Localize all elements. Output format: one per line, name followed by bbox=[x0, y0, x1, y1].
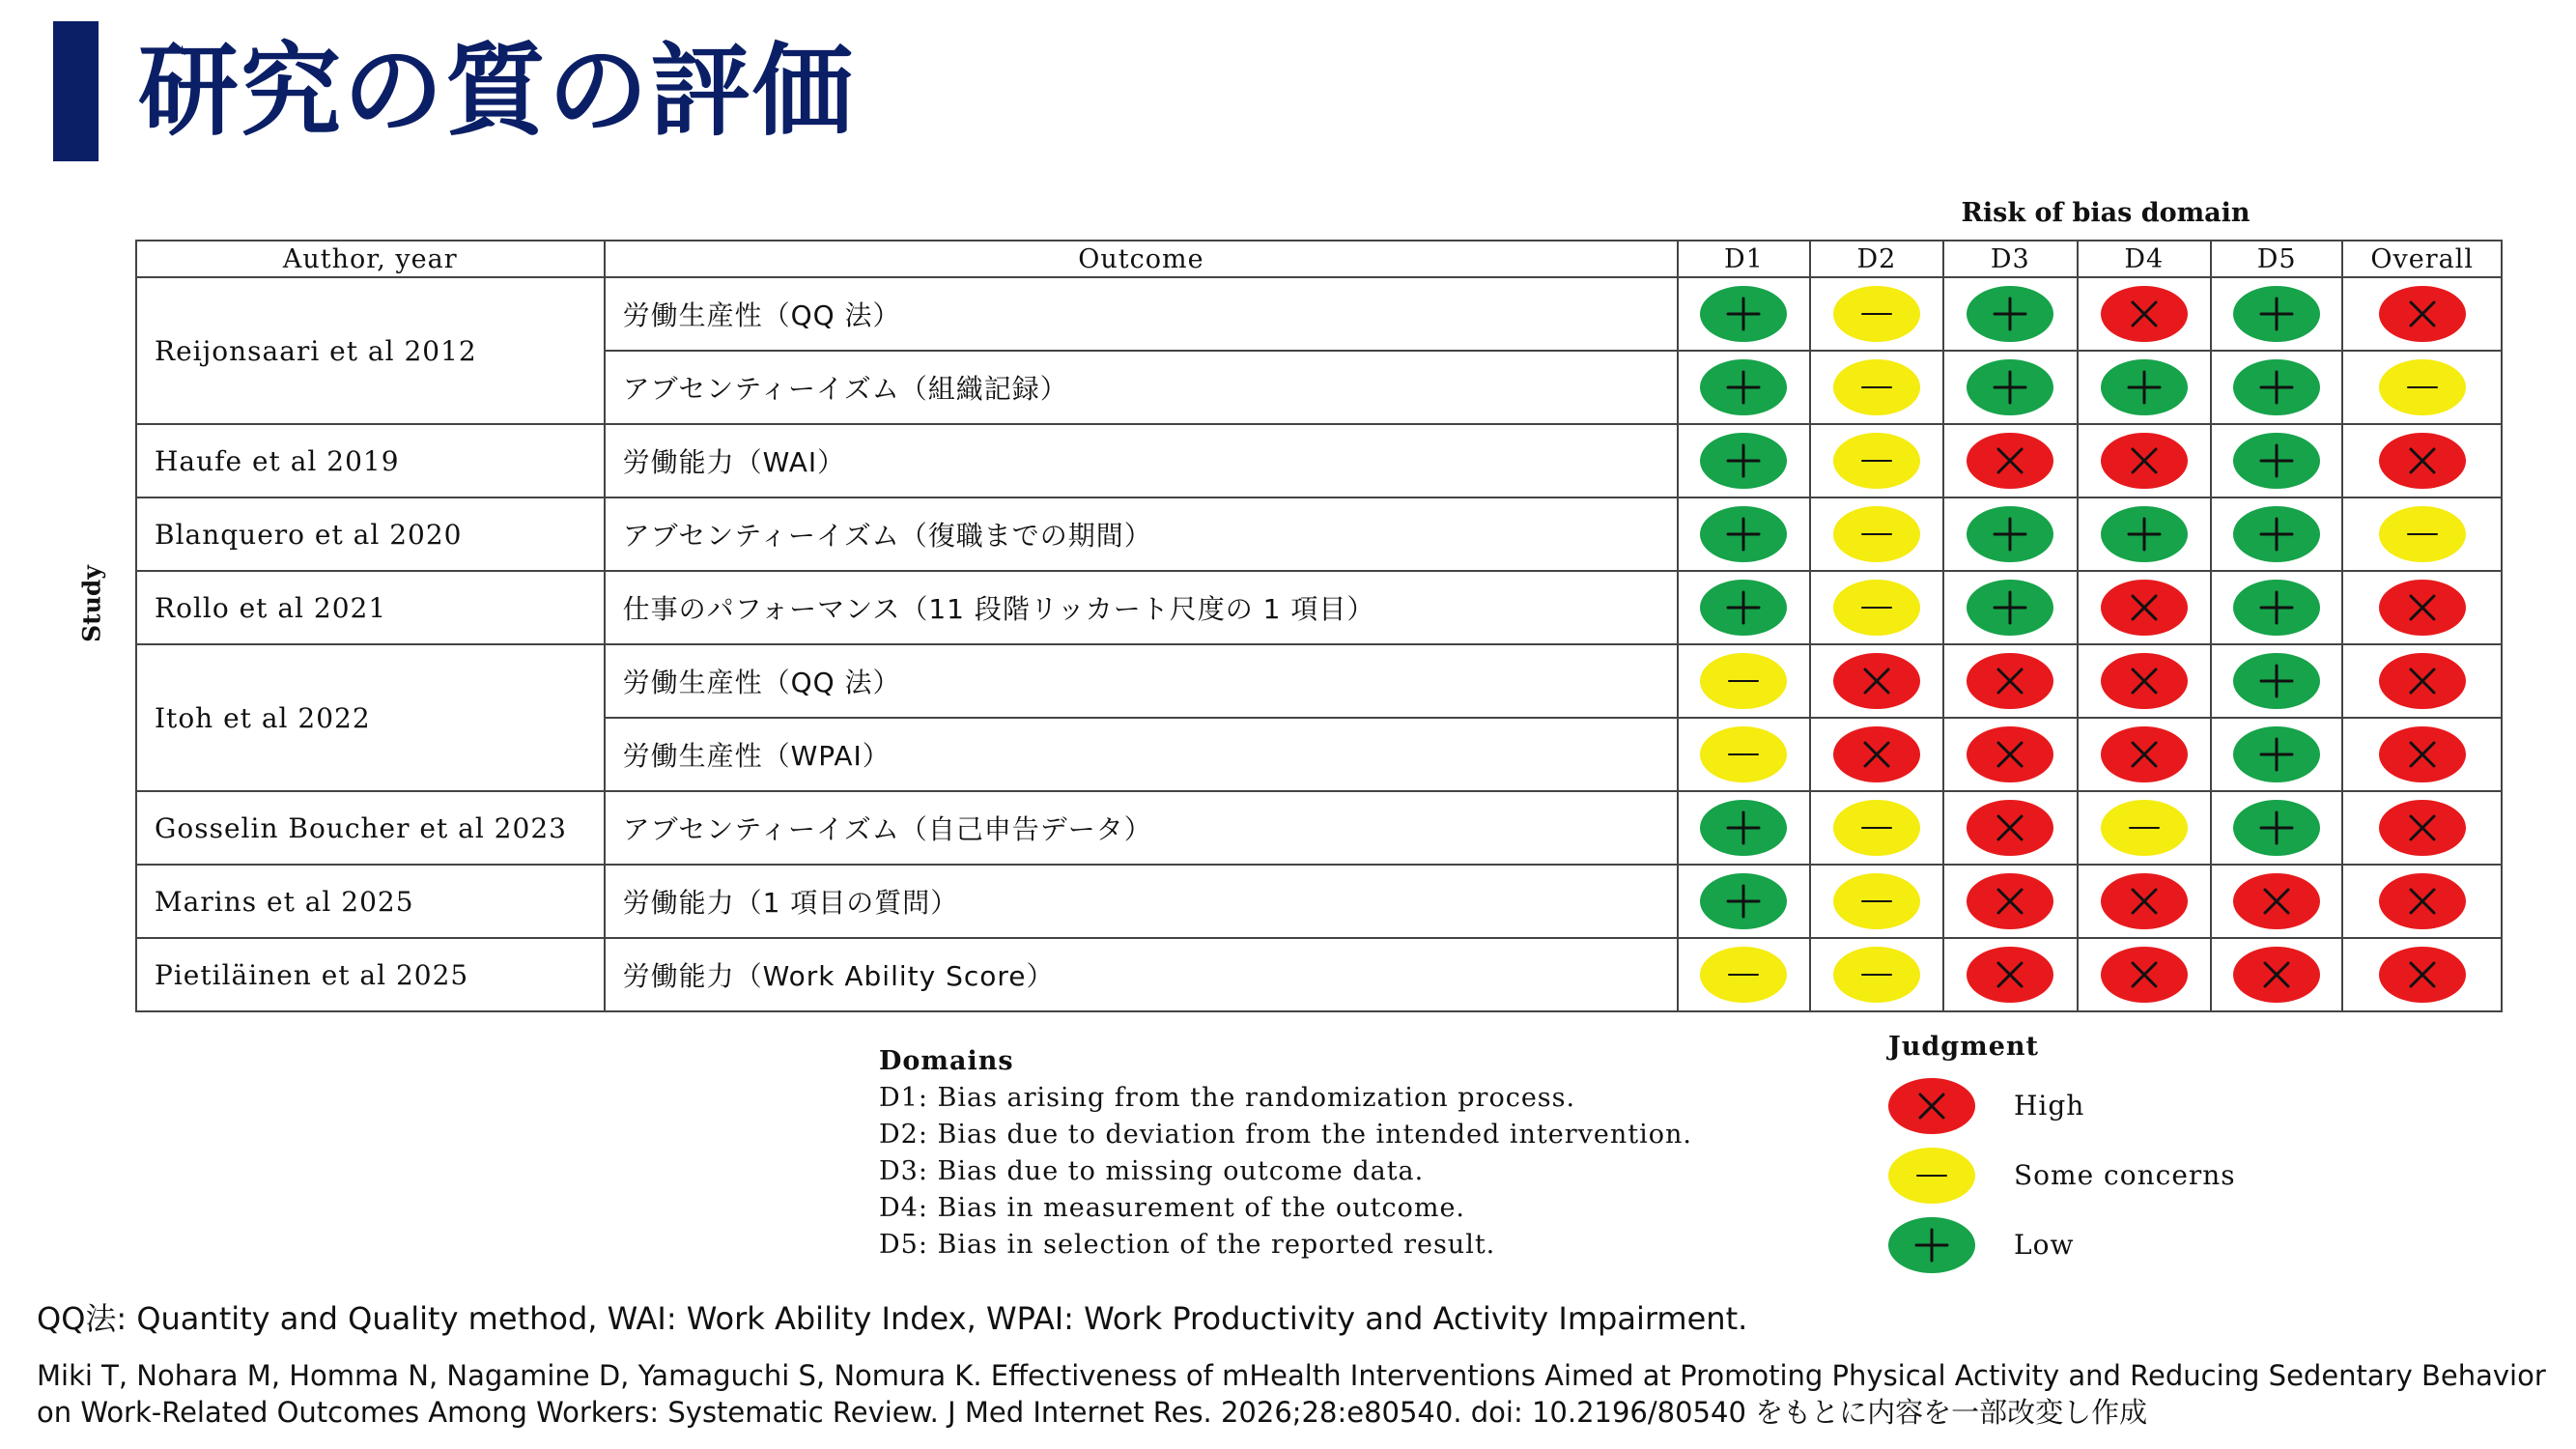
judgment-high-dot bbox=[1967, 800, 2053, 856]
plus-icon bbox=[1912, 1226, 1951, 1264]
judgment-legend-label: Some concerns bbox=[2014, 1159, 2236, 1191]
plus-icon bbox=[1724, 368, 1763, 407]
plus-icon bbox=[2257, 368, 2296, 407]
domain-d5-judgment bbox=[2211, 571, 2342, 644]
cross-icon bbox=[2125, 588, 2164, 627]
overall-judgment bbox=[2342, 938, 2502, 1011]
judgment-high-dot bbox=[2379, 873, 2466, 929]
minus-icon bbox=[1857, 441, 1896, 480]
judgment-some-dot bbox=[1700, 947, 1787, 1003]
plus-icon bbox=[2257, 295, 2296, 333]
domain-d3-judgment bbox=[1943, 277, 2077, 351]
judgment-low-dot bbox=[1700, 359, 1787, 415]
overall-judgment bbox=[2342, 277, 2502, 351]
judgment-low-dot bbox=[1700, 873, 1787, 929]
judgment-high-dot bbox=[1833, 653, 1920, 709]
plus-icon bbox=[2257, 662, 2296, 700]
table-row bbox=[136, 865, 2502, 938]
judgment-some-dot bbox=[1833, 580, 1920, 636]
judgment-some-dot bbox=[2379, 506, 2466, 562]
judgment-low-dot bbox=[1700, 286, 1787, 342]
domain-d1-judgment bbox=[1678, 791, 1809, 865]
author-year-cell: Itoh et al 2022 bbox=[136, 644, 605, 791]
domain-d2-judgment bbox=[1810, 571, 1943, 644]
author-year-cell: Rollo et al 2021 bbox=[136, 571, 605, 644]
judgment-high-dot bbox=[2101, 653, 2188, 709]
judgment-some-dot bbox=[1833, 286, 1920, 342]
domain-d4-judgment bbox=[2078, 938, 2211, 1011]
plus-icon bbox=[1724, 882, 1763, 921]
citation-note: Miki T, Nohara M, Homma N, Nagamine D, Yamaguchi S, Nomura K. Effectiveness of mHealth Interventions Aimed at Promoting Physical Activity and Reducing Sedentary Behavior on Work-Related Outcomes Among Workers: Systematic Review. J Med Internet Res. 2026;28:e80540. doi: 10.2196/80540 をもとに内容を一部改変し作成 bbox=[37, 1359, 2546, 1429]
table-row bbox=[136, 791, 2502, 865]
domain-d2-judgment bbox=[1810, 424, 1943, 497]
plus-icon bbox=[2257, 735, 2296, 774]
domain-d1-judgment bbox=[1678, 718, 1809, 791]
plus-icon bbox=[1724, 588, 1763, 627]
domain-d5-judgment bbox=[2211, 644, 2342, 718]
domain-d1-judgment bbox=[1678, 277, 1809, 351]
domain-d4-judgment bbox=[2078, 497, 2211, 571]
judgment-low-dot bbox=[1967, 359, 2053, 415]
judgment-low-dot bbox=[2233, 653, 2320, 709]
judgment-low-dot bbox=[1967, 506, 2053, 562]
plus-icon bbox=[1991, 295, 2029, 333]
minus-icon bbox=[1857, 368, 1896, 407]
judgment-high-dot bbox=[2233, 947, 2320, 1003]
domain-d2-judgment bbox=[1810, 791, 1943, 865]
minus-icon bbox=[1724, 735, 1763, 774]
judgment-high-dot bbox=[2101, 433, 2188, 489]
domain-d3-judgment bbox=[1943, 497, 2077, 571]
domain-legend-item: D5: Bias in selection of the reported result. bbox=[879, 1230, 1496, 1260]
judgment-high-dot bbox=[1967, 433, 2053, 489]
judgment-legend-label: High bbox=[2014, 1090, 2085, 1122]
domain-d2-judgment bbox=[1810, 497, 1943, 571]
minus-icon bbox=[1912, 1156, 1951, 1195]
table-header-row bbox=[136, 241, 2502, 277]
domain-d5-judgment bbox=[2211, 424, 2342, 497]
judgment-low-dot bbox=[1888, 1217, 1975, 1273]
domain-d3-judgment bbox=[1943, 865, 2077, 938]
cross-icon bbox=[2125, 662, 2164, 700]
domain-d2-judgment bbox=[1810, 865, 1943, 938]
cross-icon bbox=[2125, 295, 2164, 333]
judgment-high-dot bbox=[1833, 726, 1920, 782]
header-d4: D4 bbox=[2078, 241, 2211, 277]
domain-d4-judgment bbox=[2078, 791, 2211, 865]
judgment-some-dot bbox=[1888, 1148, 1975, 1204]
judgment-low-dot bbox=[2233, 506, 2320, 562]
judgment-some-dot bbox=[1833, 800, 1920, 856]
study-axis-label: Study bbox=[77, 565, 106, 642]
table-row bbox=[136, 424, 2502, 497]
domain-d1-judgment bbox=[1678, 351, 1809, 424]
overall-judgment bbox=[2342, 351, 2502, 424]
domain-d2-judgment bbox=[1810, 351, 1943, 424]
domain-d3-judgment bbox=[1943, 791, 2077, 865]
outcome-cell: 労働能力（WAI） bbox=[605, 424, 1679, 497]
domain-d2-judgment bbox=[1810, 277, 1943, 351]
domain-d5-judgment bbox=[2211, 277, 2342, 351]
cross-icon bbox=[1991, 809, 2029, 847]
cross-icon bbox=[2403, 662, 2442, 700]
domain-d3-judgment bbox=[1943, 644, 2077, 718]
judgment-legend bbox=[1888, 1032, 2236, 1261]
plus-icon bbox=[1724, 809, 1763, 847]
plus-icon bbox=[2257, 588, 2296, 627]
table-row bbox=[136, 644, 2502, 718]
judgment-some-dot bbox=[2101, 800, 2188, 856]
plus-icon bbox=[2257, 809, 2296, 847]
domain-d1-judgment bbox=[1678, 865, 1809, 938]
plus-icon bbox=[1991, 368, 2029, 407]
domain-d4-judgment bbox=[2078, 865, 2211, 938]
domain-legend-item: D1: Bias arising from the randomization process. bbox=[879, 1083, 1576, 1113]
judgment-high-dot bbox=[2379, 286, 2466, 342]
plus-icon bbox=[2257, 515, 2296, 554]
title-accent-bar bbox=[53, 21, 99, 161]
judgment-high-dot bbox=[2101, 726, 2188, 782]
domain-d4-judgment bbox=[2078, 644, 2211, 718]
table-row bbox=[136, 571, 2502, 644]
judgment-low-dot bbox=[2233, 286, 2320, 342]
judgment-some-dot bbox=[1833, 506, 1920, 562]
header-d2: D2 bbox=[1810, 241, 1943, 277]
judgment-low-dot bbox=[2233, 433, 2320, 489]
domain-d3-judgment bbox=[1943, 571, 2077, 644]
judgment-high-dot bbox=[2379, 653, 2466, 709]
outcome-cell: 労働生産性（QQ 法） bbox=[605, 644, 1679, 718]
author-year-cell: Haufe et al 2019 bbox=[136, 424, 605, 497]
judgment-some-dot bbox=[2379, 359, 2466, 415]
plus-icon bbox=[1724, 295, 1763, 333]
minus-icon bbox=[2403, 368, 2442, 407]
cross-icon bbox=[2403, 882, 2442, 921]
overall-judgment bbox=[2342, 497, 2502, 571]
plus-icon bbox=[1724, 441, 1763, 480]
domain-d5-judgment bbox=[2211, 865, 2342, 938]
judgment-high-dot bbox=[1967, 873, 2053, 929]
judgment-high-dot bbox=[2101, 873, 2188, 929]
judgment-low-dot bbox=[1700, 433, 1787, 489]
overall-judgment bbox=[2342, 718, 2502, 791]
judgment-low-dot bbox=[2101, 359, 2188, 415]
page-title: 研究の質の評価 bbox=[138, 32, 856, 150]
cross-icon bbox=[2403, 295, 2442, 333]
plus-icon bbox=[1991, 515, 2029, 554]
cross-icon bbox=[2257, 955, 2296, 994]
plus-icon bbox=[1991, 588, 2029, 627]
minus-icon bbox=[1857, 588, 1896, 627]
plus-icon bbox=[2125, 515, 2164, 554]
outcome-cell: アブセンティーイズム（復職までの期間） bbox=[605, 497, 1679, 571]
overall-judgment bbox=[2342, 865, 2502, 938]
minus-icon bbox=[1857, 515, 1896, 554]
outcome-cell: 労働生産性（WPAI） bbox=[605, 718, 1679, 791]
table-body bbox=[136, 277, 2502, 1011]
judgment-high-dot bbox=[2379, 800, 2466, 856]
minus-icon bbox=[1857, 295, 1896, 333]
cross-icon bbox=[2403, 955, 2442, 994]
plus-icon bbox=[2125, 368, 2164, 407]
domain-legend-item: D4: Bias in measurement of the outcome. bbox=[879, 1193, 1466, 1223]
domain-d4-judgment bbox=[2078, 571, 2211, 644]
author-year-cell: Marins et al 2025 bbox=[136, 865, 605, 938]
author-year-cell: Gosselin Boucher et al 2023 bbox=[136, 791, 605, 865]
judgment-low-dot bbox=[1700, 800, 1787, 856]
table-row bbox=[136, 277, 2502, 351]
judgment-some-dot bbox=[1833, 947, 1920, 1003]
judgment-high-dot bbox=[2101, 947, 2188, 1003]
judgment-low-dot bbox=[1967, 580, 2053, 636]
abbreviations-note: QQ法: Quantity and Quality method, WAI: Work Ability Index, WPAI: Work Productivity and Activity Impairment. bbox=[37, 1300, 1748, 1337]
judgment-some-dot bbox=[1833, 359, 1920, 415]
domain-d1-judgment bbox=[1678, 497, 1809, 571]
judgment-legend-title: Judgment bbox=[1888, 1032, 2040, 1062]
domain-d3-judgment bbox=[1943, 351, 2077, 424]
judgment-low-dot bbox=[2233, 359, 2320, 415]
judgment-some-dot bbox=[1833, 873, 1920, 929]
judgment-high-dot bbox=[1967, 653, 2053, 709]
minus-icon bbox=[1857, 882, 1896, 921]
header-d1: D1 bbox=[1678, 241, 1809, 277]
domain-d2-judgment bbox=[1810, 938, 1943, 1011]
cross-icon bbox=[2125, 882, 2164, 921]
plus-icon bbox=[2257, 441, 2296, 480]
domain-d1-judgment bbox=[1678, 644, 1809, 718]
judgment-high-dot bbox=[2101, 286, 2188, 342]
rob-domain-header: Risk of bias domain bbox=[1961, 198, 2250, 228]
domain-legend-item: D3: Bias due to missing outcome data. bbox=[879, 1156, 1425, 1186]
author-year-cell: Blanquero et al 2020 bbox=[136, 497, 605, 571]
outcome-cell: 労働生産性（QQ 法） bbox=[605, 277, 1679, 351]
domain-d2-judgment bbox=[1810, 644, 1943, 718]
domains-legend bbox=[879, 1043, 1692, 1264]
judgment-high-dot bbox=[1967, 726, 2053, 782]
domain-d3-judgment bbox=[1943, 718, 2077, 791]
outcome-cell: 仕事のパフォーマンス（11 段階リッカート尺度の 1 項目） bbox=[605, 571, 1679, 644]
header-d5: D5 bbox=[2211, 241, 2342, 277]
cross-icon bbox=[1991, 662, 2029, 700]
overall-judgment bbox=[2342, 571, 2502, 644]
header-d3: D3 bbox=[1943, 241, 2077, 277]
judgment-low-dot bbox=[2233, 800, 2320, 856]
domain-d5-judgment bbox=[2211, 718, 2342, 791]
outcome-cell: アブセンティーイズム（組織記録） bbox=[605, 351, 1679, 424]
judgment-high-dot bbox=[2379, 726, 2466, 782]
domain-d5-judgment bbox=[2211, 791, 2342, 865]
table-row bbox=[136, 497, 2502, 571]
domain-d5-judgment bbox=[2211, 938, 2342, 1011]
judgment-some-dot bbox=[1700, 726, 1787, 782]
cross-icon bbox=[1991, 735, 2029, 774]
judgment-high-dot bbox=[2101, 580, 2188, 636]
cross-icon bbox=[2403, 809, 2442, 847]
judgment-low-dot bbox=[1700, 506, 1787, 562]
minus-icon bbox=[2403, 515, 2442, 554]
judgment-high-dot bbox=[2379, 580, 2466, 636]
cross-icon bbox=[2125, 441, 2164, 480]
cross-icon bbox=[1857, 735, 1896, 774]
author-year-cell: Pietiläinen et al 2025 bbox=[136, 938, 605, 1011]
cross-icon bbox=[2257, 882, 2296, 921]
judgment-high-dot bbox=[1967, 947, 2053, 1003]
judgment-high-dot bbox=[1888, 1078, 1975, 1134]
domain-d5-judgment bbox=[2211, 497, 2342, 571]
domain-d3-judgment bbox=[1943, 938, 2077, 1011]
domain-d1-judgment bbox=[1678, 424, 1809, 497]
domain-d1-judgment bbox=[1678, 571, 1809, 644]
cross-icon bbox=[2125, 955, 2164, 994]
domains-legend-title: Domains bbox=[879, 1046, 1014, 1076]
outcome-cell: 労働能力（1 項目の質問） bbox=[605, 865, 1679, 938]
judgment-some-dot bbox=[1700, 653, 1787, 709]
domain-d3-judgment bbox=[1943, 424, 2077, 497]
overall-judgment bbox=[2342, 791, 2502, 865]
cross-icon bbox=[2125, 735, 2164, 774]
judgment-legend-label: Low bbox=[2014, 1229, 2075, 1261]
table-row bbox=[136, 938, 2502, 1011]
judgment-high-dot bbox=[2233, 873, 2320, 929]
domain-d4-judgment bbox=[2078, 424, 2211, 497]
cross-icon bbox=[2403, 588, 2442, 627]
judgment-some-dot bbox=[1833, 433, 1920, 489]
judgment-high-dot bbox=[2379, 433, 2466, 489]
cross-icon bbox=[2403, 441, 2442, 480]
judgment-low-dot bbox=[2233, 580, 2320, 636]
minus-icon bbox=[1857, 809, 1896, 847]
outcome-cell: アブセンティーイズム（自己申告データ） bbox=[605, 791, 1679, 865]
author-year-cell: Reijonsaari et al 2012 bbox=[136, 277, 605, 424]
header-author-year: Author, year bbox=[136, 241, 605, 277]
judgment-low-dot bbox=[2233, 726, 2320, 782]
judgment-low-dot bbox=[1967, 286, 2053, 342]
domain-d4-judgment bbox=[2078, 718, 2211, 791]
cross-icon bbox=[2403, 735, 2442, 774]
minus-icon bbox=[2125, 809, 2164, 847]
cross-icon bbox=[1991, 441, 2029, 480]
outcome-cell: 労働能力（Work Ability Score） bbox=[605, 938, 1679, 1011]
domain-d1-judgment bbox=[1678, 938, 1809, 1011]
domain-d5-judgment bbox=[2211, 351, 2342, 424]
domain-d4-judgment bbox=[2078, 277, 2211, 351]
header-outcome: Outcome bbox=[605, 241, 1679, 277]
header-overall: Overall bbox=[2342, 241, 2502, 277]
domain-d4-judgment bbox=[2078, 351, 2211, 424]
plus-icon bbox=[1724, 515, 1763, 554]
risk-of-bias-table bbox=[135, 240, 2503, 1012]
judgment-low-dot bbox=[1700, 580, 1787, 636]
cross-icon bbox=[1991, 955, 2029, 994]
judgment-low-dot bbox=[2101, 506, 2188, 562]
judgment-high-dot bbox=[2379, 947, 2466, 1003]
domain-legend-item: D2: Bias due to deviation from the intended intervention. bbox=[879, 1120, 1693, 1150]
domain-d2-judgment bbox=[1810, 718, 1943, 791]
cross-icon bbox=[1912, 1087, 1951, 1125]
minus-icon bbox=[1724, 955, 1763, 994]
overall-judgment bbox=[2342, 424, 2502, 497]
cross-icon bbox=[1857, 662, 1896, 700]
cross-icon bbox=[1991, 882, 2029, 921]
minus-icon bbox=[1724, 662, 1763, 700]
overall-judgment bbox=[2342, 644, 2502, 718]
minus-icon bbox=[1857, 955, 1896, 994]
